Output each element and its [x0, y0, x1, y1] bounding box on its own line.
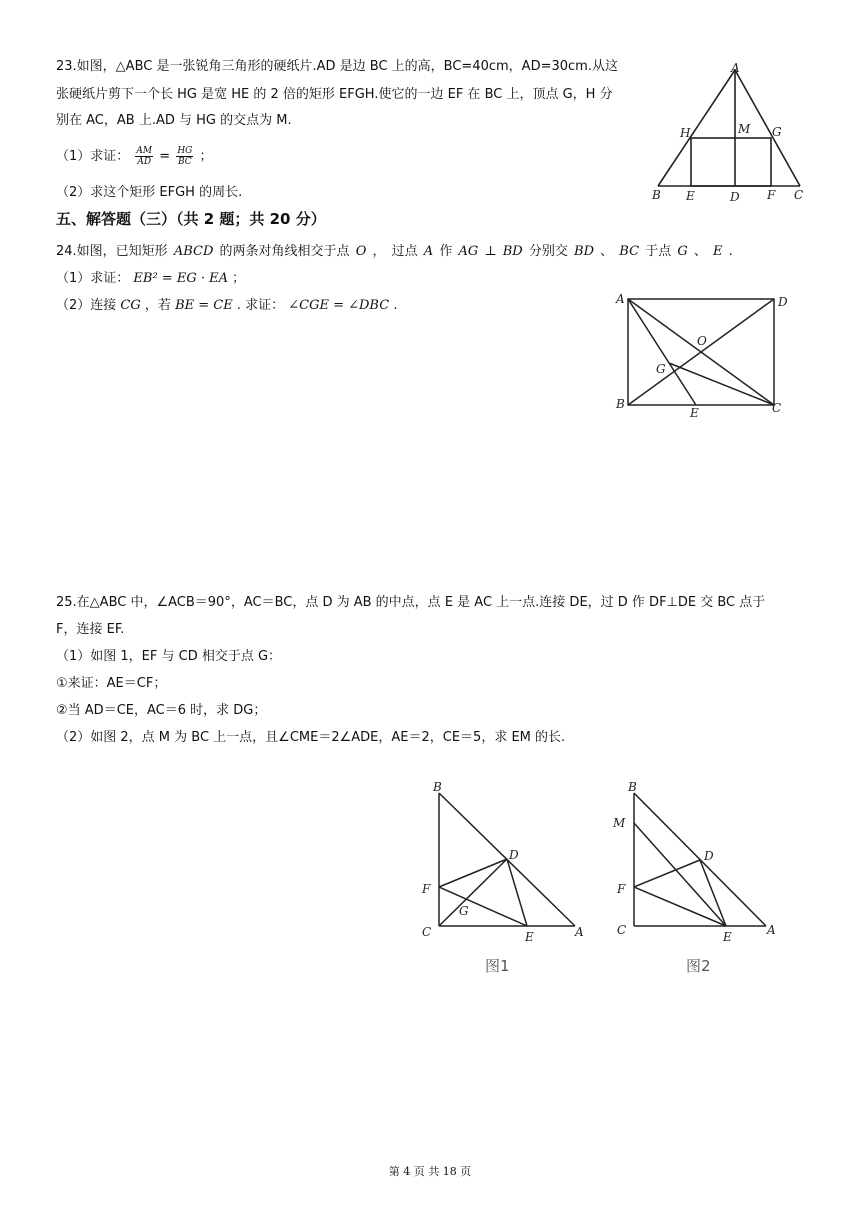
label-e: E [723, 930, 732, 944]
q23-equals: = [159, 149, 171, 164]
math: AG ⊥ BD [458, 244, 523, 259]
q23-line1: 23.如图，△ABC 是一张锐角三角形的硬纸片.AD 是边 BC 上的高，BC=40cm，AD=30cm.从这 [56, 59, 618, 74]
text: 分别交 [528, 244, 568, 259]
text: 作 [439, 244, 453, 259]
label-c: C [794, 188, 804, 202]
label-g: G [772, 125, 782, 139]
label-h: H [680, 126, 691, 140]
text: . [393, 298, 398, 313]
text: 的两条对角线相交于点 [219, 244, 350, 259]
math: ABCD [173, 244, 214, 259]
label-a: A [767, 923, 776, 937]
label-d: D [778, 295, 788, 309]
page-footer: 第 4 页 共 18 页 [388, 1165, 472, 1178]
label-e: E [686, 189, 695, 203]
label-c: C [772, 401, 782, 415]
q23-fraction-hg-bc [176, 146, 193, 167]
label-d: D [704, 849, 714, 863]
text: ，若 [144, 298, 171, 313]
q25-line1: 25.在△ABC 中，∠ACB＝90°，AC＝BC，点 D 为 AB 的中点，点 E 是 AC 上一点.连接 DE，过 D 作 DF⊥DE 交 BC 点于 [56, 595, 766, 610]
text: . 求证： [236, 298, 285, 313]
frac-numerator: AM [136, 146, 153, 156]
label-a: A [575, 925, 584, 939]
label-f: F [767, 188, 776, 202]
math: EB² = EG · EA [133, 271, 228, 286]
q24-rectangle-figure [610, 290, 800, 420]
label-g: G [656, 362, 666, 376]
label-d: D [509, 848, 519, 862]
text: 于点 [645, 244, 672, 259]
label-f: F [617, 882, 626, 896]
label-o: O [697, 334, 707, 348]
label-e: E [690, 406, 699, 420]
q25-figure-1 [415, 775, 595, 975]
q25-sub1: ①来证：AE＝CF； [56, 676, 167, 691]
math: BD [574, 244, 594, 259]
math: CG [120, 298, 141, 313]
text: （2）连接 [56, 298, 117, 313]
label-b: B [628, 780, 637, 794]
math: G [677, 244, 688, 259]
label-e: E [525, 930, 534, 944]
text: . [728, 244, 733, 259]
text: ， 过点 [372, 244, 418, 259]
math: ∠CGE = ∠DBC [288, 298, 390, 313]
math: BE = CE [175, 298, 233, 313]
q23-part1 [56, 146, 213, 167]
q24-line1 [56, 243, 733, 261]
math: A [423, 244, 434, 259]
label-a: A [731, 61, 740, 75]
section-heading: 五、解答题（三）（共 2 题；共 20 分） [56, 210, 326, 228]
q24-part1 [56, 270, 245, 288]
q23-part2: （2）求这个矩形 EFGH 的周长. [56, 185, 243, 200]
q23-triangle-figure [650, 60, 820, 205]
fig1-caption: 图1 [485, 957, 510, 975]
text: 、 [693, 244, 707, 259]
q23-fraction-am-ad [135, 146, 153, 167]
q23-line3: 别在 AC，AB 上.AD 与 HG 的交点为 M. [56, 113, 292, 128]
q25-part2: （2）如图 2，点 M 为 BC 上一点，且∠CME＝2∠ADE，AE＝2，CE＝5，求 EM 的长. [56, 730, 566, 745]
math: O [355, 244, 367, 259]
label-d: D [730, 190, 740, 204]
label-a: A [616, 292, 625, 306]
math: E [713, 244, 723, 259]
q25-part1: （1）如图 1，EF 与 CD 相交于点 G： [56, 649, 282, 664]
label-b: B [616, 397, 625, 411]
label-c: C [617, 923, 627, 937]
label-g: G [459, 904, 469, 918]
frac-denominator: BC [178, 157, 192, 167]
q23-part1-suffix: ； [199, 149, 213, 164]
label-c: C [422, 925, 432, 939]
q25-figure-2 [610, 775, 790, 975]
label-f: F [422, 882, 431, 896]
q24-part2 [56, 297, 397, 315]
text: ； [232, 271, 246, 286]
q23-line2: 张硬纸片剪下一个长 HG 是宽 HE 的 2 倍的矩形 EFGH.使它的一边 EF 在 BC 上，顶点 G，H 分 [56, 87, 613, 102]
frac-numerator: HG [177, 146, 193, 156]
text: 、 [600, 244, 614, 259]
q25-sub2: ②当 AD＝CE，AC＝6 时，求 DG； [56, 703, 267, 718]
fig2-caption: 图2 [686, 957, 711, 975]
label-m: M [613, 816, 626, 830]
text: （1）求证： [56, 271, 130, 286]
math: BC [619, 244, 640, 259]
q23-part1-prefix: （1）求证： [56, 149, 130, 164]
text: 24.如图，已知矩形 [56, 244, 168, 259]
label-m: M [738, 122, 751, 136]
label-b: B [433, 780, 442, 794]
label-b: B [652, 188, 661, 202]
q25-line2: F，连接 EF. [56, 622, 125, 637]
frac-denominator: AD [137, 157, 152, 167]
